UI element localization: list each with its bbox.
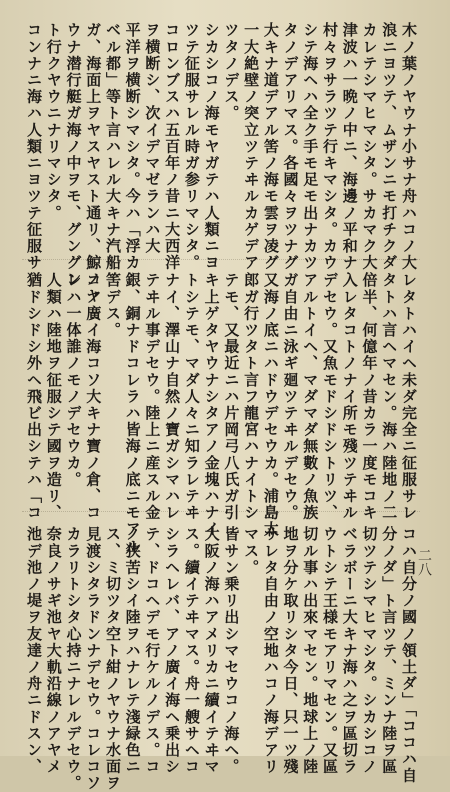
text-column: 切ル事ハ出來マセン。地球上ノ陸 <box>301 526 320 775</box>
text-column: 倍半、何億年ノ昔カラ一度モコキ <box>360 272 379 521</box>
text-block-bottom <box>25 526 418 792</box>
text-column: アルトイヘ、マダマダ無數ノ魚族 <box>301 272 320 521</box>
text-column: レハ一体誰ノモノデセウカ。 <box>64 272 83 488</box>
text-column: ガ自由ニ泳ギ廻ツテヰルデセウ。 <box>281 272 300 521</box>
text-column: コロンブスハ五百年ノ昔ニ大西洋 <box>163 22 182 271</box>
text-column: 見渡シタラドンナデセウ。コレコソ <box>84 526 103 792</box>
text-column: シラヘレバ、アノ廣イ海ヘ乗出シ <box>163 526 182 775</box>
text-column: コンナニ海ハ人類ニヨツテ征服サ <box>25 22 43 271</box>
text-column: シカシコノ海モヤガテハ人類ニヨ <box>202 22 221 271</box>
text-column: カレテシマヒマシタ。サカマク大 <box>360 22 379 271</box>
text-column: 入レタコトノナイ所モ殘ツテヰル <box>340 272 359 521</box>
text-column: 切ツテシマヒマシタ。シカシコノ <box>360 526 379 775</box>
text-column: 村々ヲサラツテ行キマシタ。カウ <box>321 22 340 271</box>
text-column: マス。 <box>242 526 261 576</box>
text-column: ツタノデス。 <box>222 22 241 122</box>
text-column: ベル都」等ト言ハレル大キナ汽船 <box>103 22 122 271</box>
text-column: ベラボーニ大キナ海ハ之ヲ區切ラ <box>340 526 359 775</box>
text-column: トシテモ、マダ人々ニ知ラレテヰ <box>182 272 201 521</box>
text-column: ガ、海面上ヲヤスヤスト通リ、鯨ノヤ <box>84 22 103 305</box>
text-column: タノデアリマス。各國々ヲツナグ <box>281 22 300 271</box>
text-column: 奈良ノサギ池ヤ大軌沿線ノアヤメ <box>44 526 63 775</box>
text-column: 平洋ヲ横断シマシタ。今ハ「浮カ <box>123 22 142 271</box>
text-column: 郎ガ行ツタト言フ龍宮ハナイトシ <box>242 272 261 521</box>
text-column: 筈デス。 <box>103 272 122 339</box>
text-column: カラリトシタ心持ニナレルデセウ。 <box>64 526 83 792</box>
text-column: サレタ自由ノ空地ハコノ海デアリ <box>261 526 280 775</box>
block-divider <box>22 259 420 260</box>
text-column: シテ海ヘハ全ク手モ足モ出ナカツ <box>301 22 320 271</box>
text-column: ス、ミ切ツタ空ト紺ノヤウナ水面ヲ <box>103 526 122 792</box>
text-column: ナイ、澤山ナ自然ノ寶ガシマハレ <box>163 272 182 521</box>
text-column: 猶ドシドシ外ヘ飛ビ出シテハ「コ <box>25 272 43 521</box>
page-number: 二八 <box>416 548 432 576</box>
text-column: コハ自分ノ國ノ領土ダ」「ココハ自 <box>399 526 418 785</box>
text-column: ウトシテ王様モアリマセン。又區 <box>321 526 340 775</box>
text-block-top <box>25 22 418 305</box>
block-divider <box>22 511 420 512</box>
text-column: レタトハイヘ未ダ完全ニ征服サレ <box>399 272 418 521</box>
text-column: 銀、銅ナドコレラハ皆海ノ底ニモアル <box>123 272 142 555</box>
text-column: ツテ征服サレル時ガ参リマシタ。 <box>182 22 201 271</box>
text-column: テモ、又最近ニハ片岡弓八氏ガ引 <box>222 272 241 521</box>
text-column: 又海ノ底ニハドウデセウカ。浦島太 <box>261 272 280 538</box>
text-column: ノ狭苦シイ陸ヲハナレテ淺緑色ニ <box>123 526 142 775</box>
text-column: 津波ハ一晩ノ中ニ、海邊ノ平和ナ <box>340 22 359 271</box>
text-column: 池デ池ノ堤ヲ友達ノ舟ニドスン、 <box>25 526 43 775</box>
text-column: 一大絶壁ノ突立ツテヰルカゲデア <box>242 22 261 271</box>
text-column: タトハ言ヘマセン。海ハ陸地ノ二 <box>380 272 399 521</box>
text-column: ト行クヤウニナリマシタ。 <box>44 22 63 222</box>
text-column: 木ノ葉ノヤウナ小サナ舟ハコノ大 <box>399 22 418 271</box>
text-column: 浪ニヨツテ、ムザンニモ打チクダ <box>380 22 399 271</box>
text-column: ス。續イテヰマス。舟一艘サヘコ <box>182 526 201 775</box>
text-column: 地ヲ分ケ取リシタ今日、只一ツ殘 <box>281 526 300 775</box>
text-column: テヰル事デセウ。陸上ニ産スル金 <box>143 272 162 521</box>
text-column: ウナ潜行艇ガ海ノ中ヲモ、グングン <box>64 22 83 288</box>
text-column: 大阪ノ海ハアメリカニ續イテヰマ <box>202 526 221 775</box>
text-column: デセウ。又魚モドシドシトリツ、 <box>321 272 340 521</box>
text-column: 人類ハ陸地ヲ征服シテ國ヲ造リ、 <box>44 272 63 521</box>
text-column: 皆サン乗リ出シマセウコノ海ヘ。 <box>222 526 241 775</box>
text-column: コノ廣イ海コソ大キナ寶ノ倉、コ <box>84 272 103 521</box>
text-column: 大キナ道デアル筈ノ海モ雲ヲ凌グ <box>261 22 280 271</box>
text-column: 分ノダ」ト言ツテ、ミンナ陸ヲ區 <box>380 526 399 775</box>
text-column: キ上ゲタヤウナシタアノ金塊ハナイ <box>202 272 221 538</box>
text-column: ヲ横断シ、次イデマゼランハ大 <box>143 22 162 255</box>
text-column: テ、ドコヘデモ行ケルノデス。コ <box>143 526 162 775</box>
